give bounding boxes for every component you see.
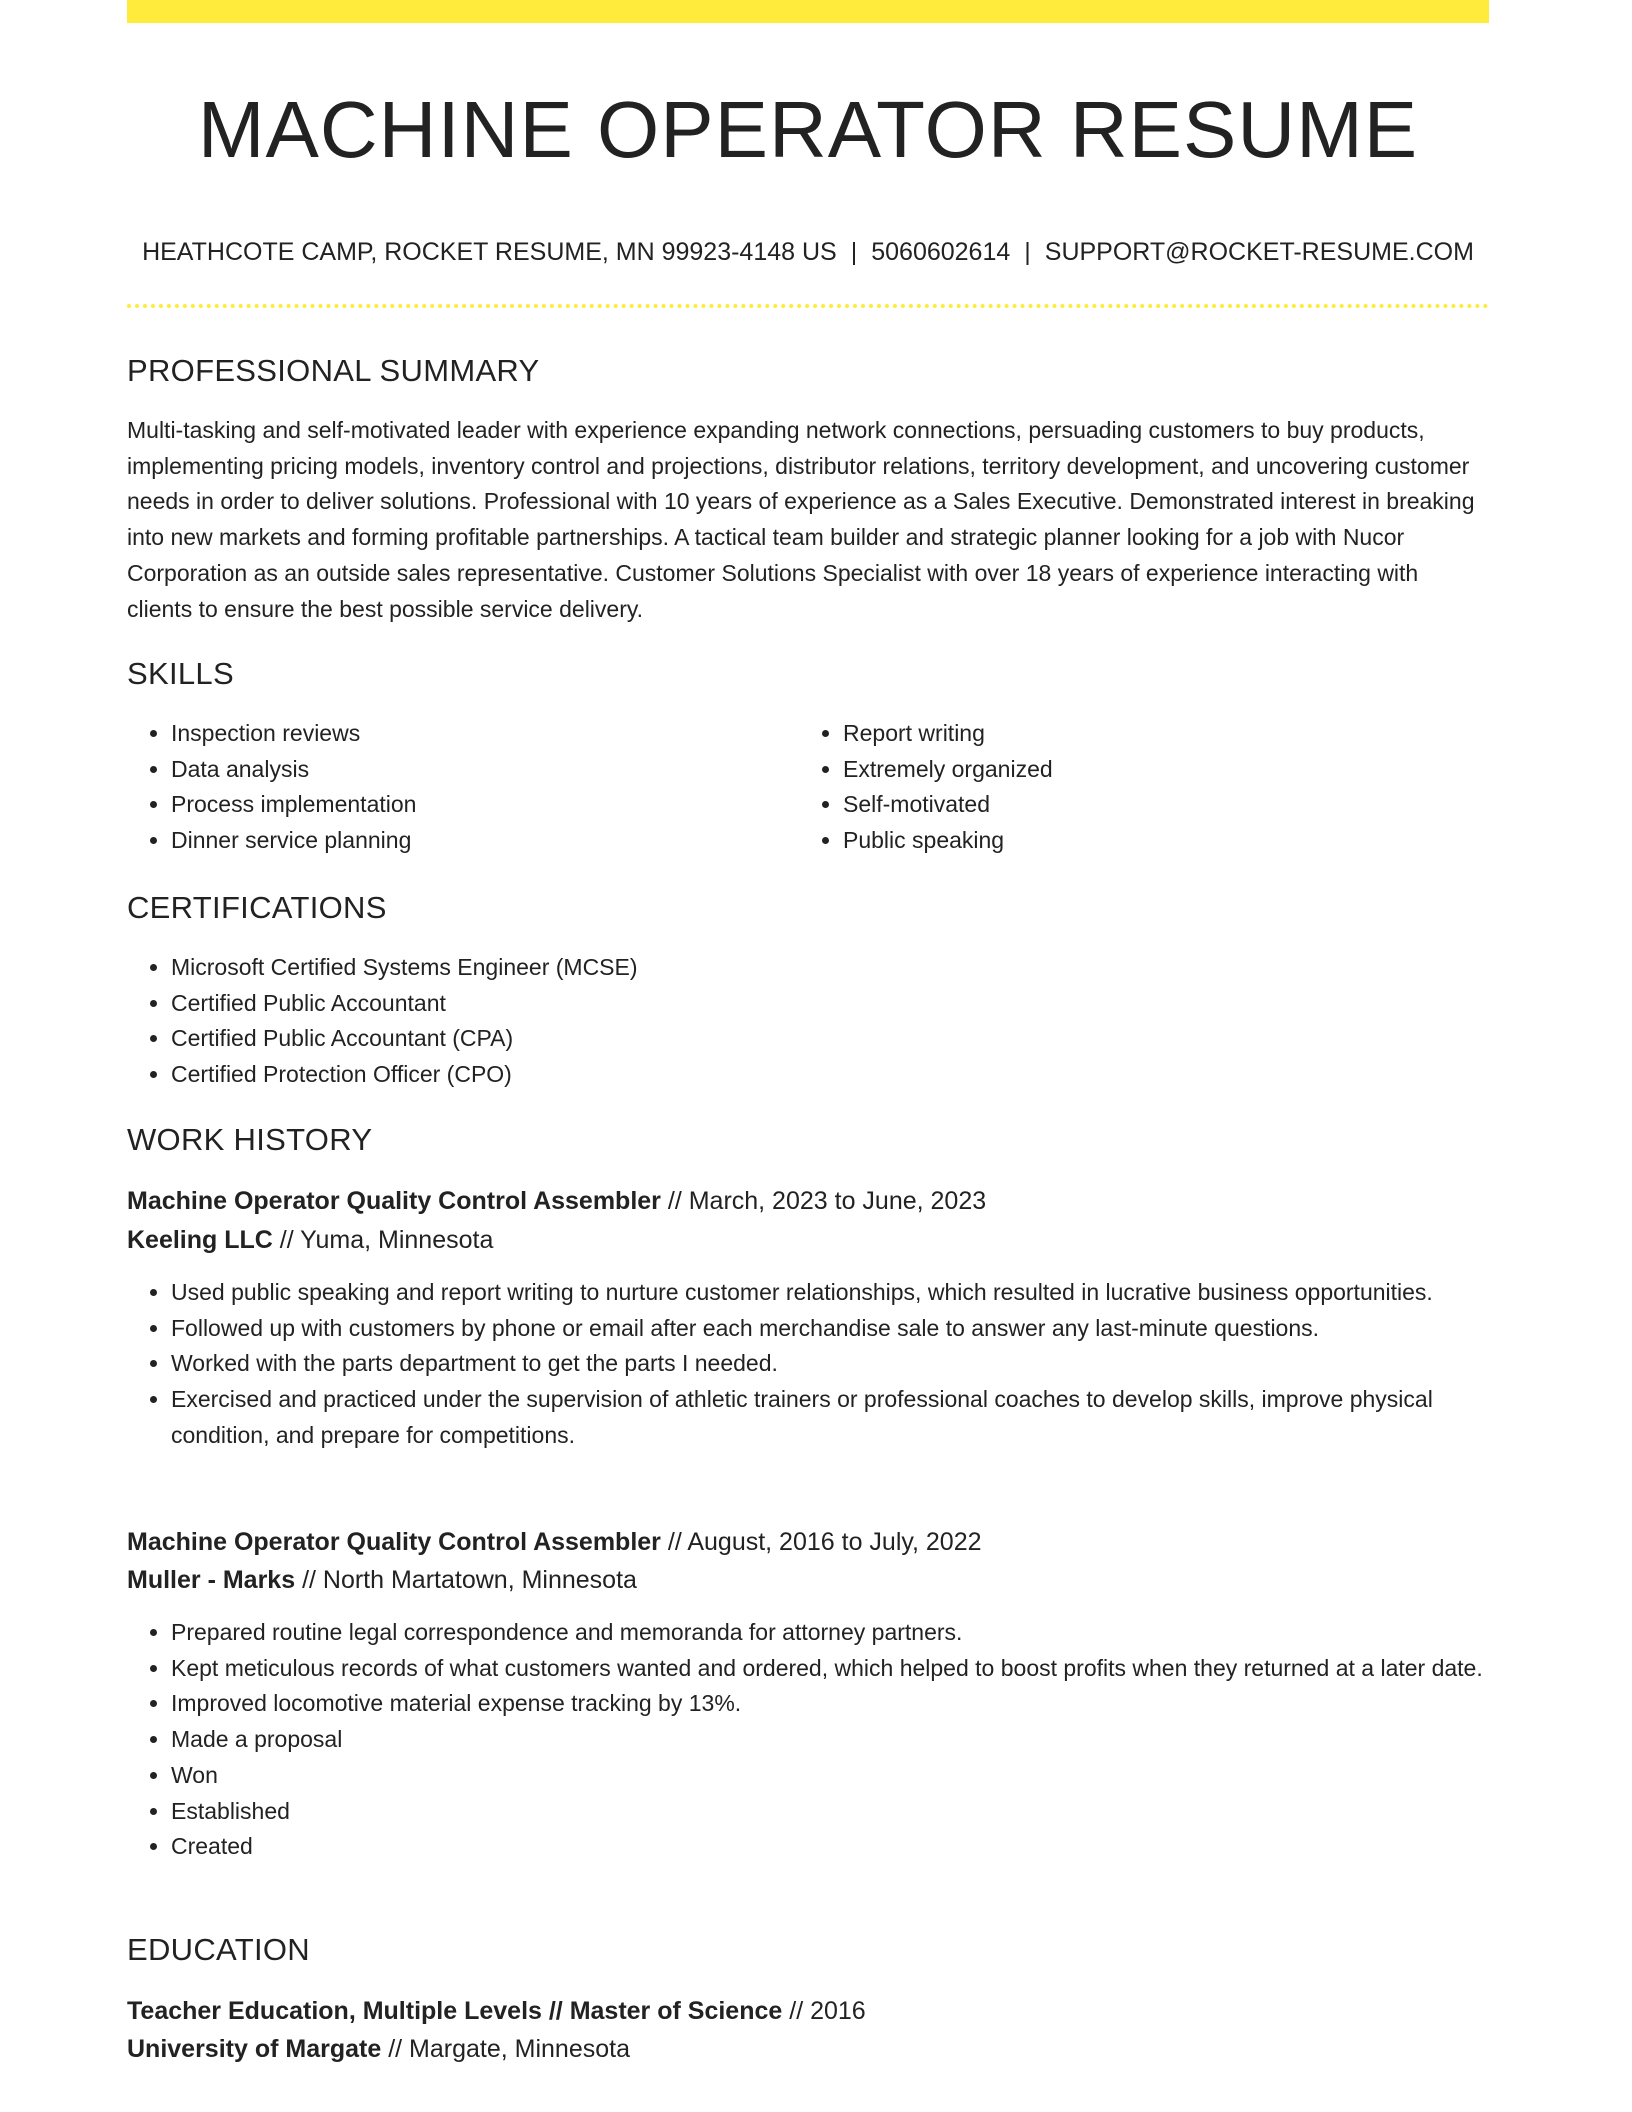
job-title-line (127, 1182, 1489, 1220)
summary-heading: PROFESSIONAL SUMMARY (127, 353, 540, 388)
job-company-line (127, 1561, 1489, 1599)
skill-item: • Report writing (843, 716, 1463, 752)
education-location: // Margate, Minnesota (388, 2035, 630, 2063)
skill-item: • Data analysis (171, 752, 791, 788)
education-heading: EDUCATION (127, 1932, 310, 1967)
job-company-line (127, 1221, 1489, 1259)
education-year: // 2016 (789, 1997, 866, 2025)
job-company: Muller - Marks (127, 1566, 296, 1594)
education-school: University of Margate (127, 2035, 382, 2063)
certification-item: • Certified Public Accountant (171, 986, 1471, 1022)
certifications-list (127, 950, 1471, 1093)
job-dates: // August, 2016 to July, 2022 (667, 1528, 982, 1556)
job-bullet-item: • Improved locomotive material expense tracking by 13%. (171, 1686, 1489, 1722)
skills-list-left (127, 716, 791, 859)
skill-item: • Process implementation (171, 787, 791, 823)
job-company: Keeling LLC (127, 1226, 273, 1254)
skill-item: • Public speaking (843, 823, 1463, 859)
skill-item: • Extremely organized (843, 752, 1463, 788)
job-location: // Yuma, Minnesota (279, 1226, 494, 1254)
education-degree-line (127, 1992, 1489, 2030)
job-bullet-item: • Made a proposal (171, 1722, 1489, 1758)
contact-address: HEATHCOTE CAMP, ROCKET RESUME, MN 99923-4148 US (142, 238, 837, 266)
job-bullet-item: • Prepared routine legal correspondence and memoranda for attorney partners. (171, 1615, 1489, 1651)
job-bullets (127, 1615, 1489, 1865)
certification-item: • Microsoft Certified Systems Engineer (MCSE) (171, 950, 1471, 986)
skill-item: • Dinner service planning (171, 823, 791, 859)
job-bullet-item: • Exercised and practiced under the supervision of athletic trainers or professional coaches to develop skills, improve physical condition, and prepare for competitions. (171, 1382, 1489, 1453)
skills-list-right (799, 716, 1463, 859)
certification-item: • Certified Public Accountant (CPA) (171, 1021, 1471, 1057)
accent-top-bar (127, 0, 1489, 23)
education-school-line (127, 2030, 1489, 2068)
job-position: Machine Operator Quality Control Assembler (127, 1528, 661, 1556)
job-title-line (127, 1523, 1489, 1561)
job-bullet-item: • Kept meticulous records of what customers wanted and ordered, which helped to boost profits when they returned at a later date. (171, 1651, 1489, 1687)
education-degree: Teacher Education, Multiple Levels // Master of Science (127, 1997, 783, 2025)
certifications-heading: CERTIFICATIONS (127, 890, 387, 925)
summary-text: Multi-tasking and self-motivated leader with experience expanding network connections, persuading customers to buy products, implementing pricing models, inventory control and projections, distributor relations, territory development, and uncovering customer needs in order to deliver solutions. Professional with 10 years of experience as a Sales Executive. Demonstrated interest in breaking into new markets and forming profitable partnerships. A tactical team builder and strategic planner looking for a job with Nucor Corporation as an outside sales representative. Customer Solutions Specialist with over 18 years of experience interacting with clients to ensure the best possible service delivery. (127, 417, 1475, 622)
skill-item: • Self-motivated (843, 787, 1463, 823)
skill-item: • Inspection reviews (171, 716, 791, 752)
contact-separator: | (1024, 238, 1031, 266)
contact-separator: | (850, 238, 858, 266)
contact-line (127, 236, 1489, 268)
job-bullet-item: • Followed up with customers by phone or email after each merchandise sale to answer any last-minute questions. (171, 1311, 1489, 1347)
job-dates: // March, 2023 to June, 2023 (667, 1187, 987, 1215)
job-bullets (127, 1275, 1489, 1454)
job-bullet-item: • Won (171, 1758, 1489, 1794)
work-history-heading: WORK HISTORY (127, 1122, 373, 1157)
resume-name-heading: MACHINE OPERATOR RESUME (197, 85, 1419, 174)
job-bullet-item: • Used public speaking and report writing to nurture customer relationships, which resulted in lucrative business opportunities. (171, 1275, 1489, 1311)
skills-heading: SKILLS (127, 656, 234, 691)
contact-phone: 5060602614 (871, 238, 1011, 266)
job-bullet-item: • Created (171, 1829, 1489, 1865)
job-bullet-item: • Established (171, 1794, 1489, 1830)
job-position: Machine Operator Quality Control Assembler (127, 1187, 661, 1215)
job-bullet-item: • Worked with the parts department to get the parts I needed. (171, 1346, 1489, 1382)
contact-email: SUPPORT@ROCKET-RESUME.COM (1044, 238, 1474, 266)
certification-item: • Certified Protection Officer (CPO) (171, 1057, 1471, 1093)
job-location: // North Martatown, Minnesota (302, 1566, 637, 1594)
dotted-divider (127, 304, 1489, 308)
